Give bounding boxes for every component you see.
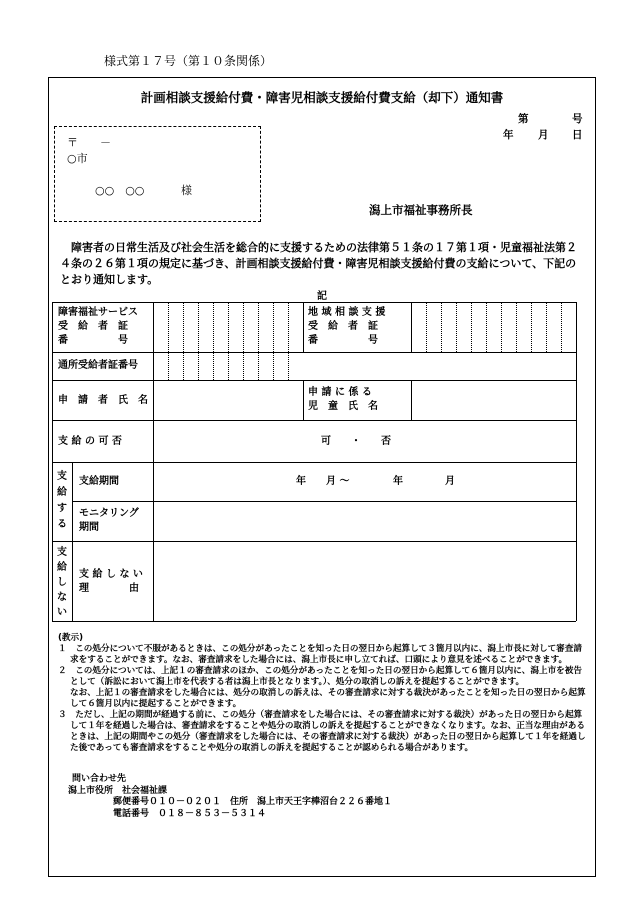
note-3: ３ ただし、上記の期間が経過する前に、この処分（審査請求をした場合には、その審査請求に対する裁決）があった日の翌日から起算して１年を経過した場合は、審査請求をすることや処分の取消しの訴えを提起することができなくなります。なお、正当な理由があるときは、上記の期間やこの処分（審査請求をした場合には、その審査請求に対する裁決）があった日の翌日から起算して１年を経過した後であっても審査請求をすることや処分の取消しの訴えを提起することが認められる場合があります。 xyxy=(58,710,586,753)
postal-code: 〒 － xyxy=(67,136,111,149)
tsusho-cert-label: 通所受給者証番号 xyxy=(58,360,138,371)
contact-address: 郵便番号０１０－０２０１ 住所 潟上市天王字棒沼台２２６番地１ xyxy=(113,797,393,807)
approval-label: 支 給 の 可 否 xyxy=(58,436,122,447)
service-cert-label: 障害福祉サービス 受 給 者 証 番 号 xyxy=(58,307,138,346)
community-cert-label: 地 域 相 談 支 援 受 給 者 証 番 号 xyxy=(308,307,386,346)
honorific: 様 xyxy=(181,184,192,197)
date-year: 年 xyxy=(503,129,514,141)
applicant-name-label: 申 請 者 氏 名 xyxy=(58,395,148,406)
shikyu-shinai-label: 支 給 し な い xyxy=(57,547,67,618)
recipient-name: ○○ ○○ xyxy=(95,184,145,197)
period-label: 支給期間 xyxy=(79,476,119,487)
recipient-city: ○市 xyxy=(67,152,88,165)
period-end-month: 月 xyxy=(445,476,455,487)
note-2a: ２ この処分については、上記１の審査請求のほか、この処分があったことを知った日の翌日から起算して６箇月以内に、潟上市を被告として（訴訟において潟上市を代表する者は潟上市長となります。）、処分の取消しの訴えを提起することができます。 xyxy=(58,666,582,687)
period-end-year: 年 xyxy=(393,476,403,487)
note-2b: なお、上記１の審査請求をした場合には、処分の取消しの訴えは、その審査請求に対する裁決があったことを知った日の翌日から起算して６箇月以内に提起することができます。 xyxy=(70,688,586,709)
contact-dept: 潟上市役所 社会福祉課 xyxy=(68,785,168,796)
contact-phone: 電話番号 ０１８－８５３－５３１４ xyxy=(113,808,267,819)
intro-paragraph: 障害者の日常生活及び社会生活を総合的に支援するための法律第５１条の１７第１項・児童福祉法第２４条の２６第１項の規定に基づき、計画相談支援給付費・障害児相談支援給付費の支給について、下記のとおり通知します。 xyxy=(60,241,577,286)
number-go: 号 xyxy=(572,113,583,125)
number-dai: 第 xyxy=(518,113,529,125)
date-month: 月 xyxy=(538,129,549,141)
notes-heading: (教示) xyxy=(58,633,84,643)
date-day: 日 xyxy=(572,129,583,141)
document-title: 計画相談支援給付費・障害児相談支援給付費支給（却下）通知書 xyxy=(140,90,504,105)
approval-value: 可 ・ 否 xyxy=(321,436,391,447)
reason-label: 支 給 し な い 理 由 xyxy=(79,569,143,594)
shikyu-suru-label: 支 給 す る xyxy=(57,471,67,530)
issuing-office: 潟上市福祉事務所長 xyxy=(369,203,473,217)
monitoring-label: モニタリング 期間 xyxy=(79,508,139,533)
ki-heading: 記 xyxy=(317,291,327,302)
period-start-month: 月 ～ xyxy=(326,476,350,487)
note-1: １ この処分について不服があるときは、この処分があったことを知った日の翌日から起算して３箇月以内に、潟上市長に対して審査請求をすることができます。なお、審査請求をした場合には、潟上市長に申し立てれば、口頭により意見を述べることができます。 xyxy=(58,644,582,665)
contact-block xyxy=(68,774,393,820)
instruction-notes xyxy=(58,633,588,754)
contact-heading: 問い合わせ先 xyxy=(72,774,127,784)
form-number: 様式第１７号（第１０条関係） xyxy=(104,54,273,68)
recipient-address-box xyxy=(54,126,261,222)
period-start-year: 年 xyxy=(296,476,306,487)
child-name-label: 申 請 に 係 る 児 童 氏 名 xyxy=(308,387,378,412)
